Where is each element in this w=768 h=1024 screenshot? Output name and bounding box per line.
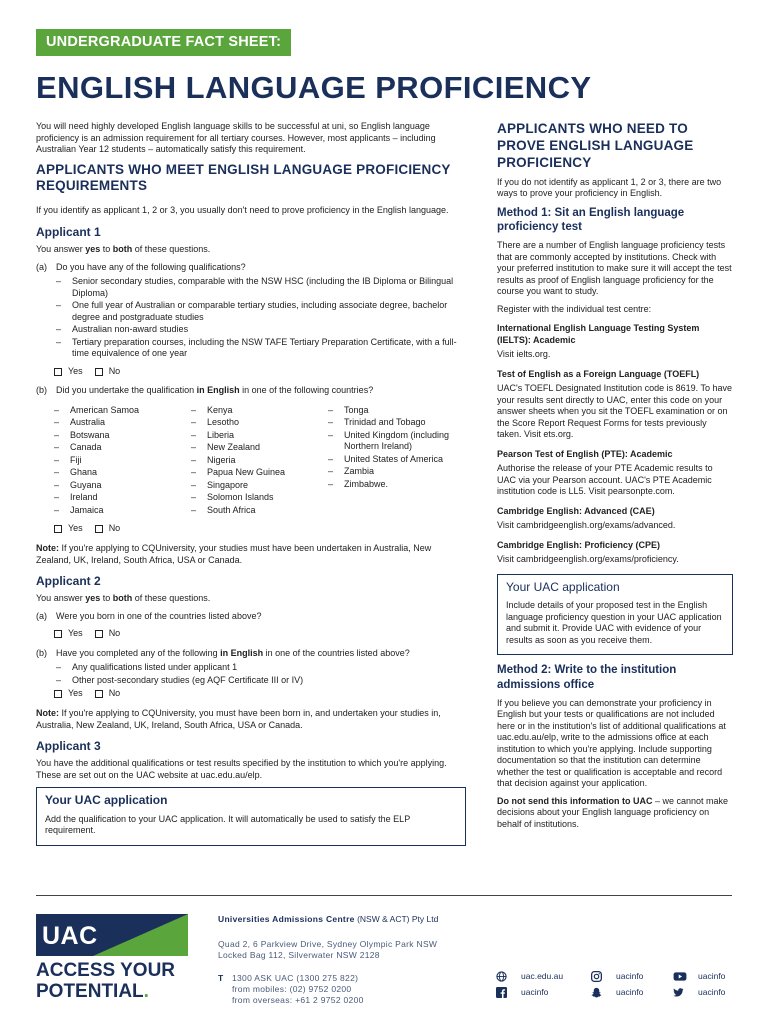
country-item: – Nigeria xyxy=(191,454,236,465)
country-item: – Canada xyxy=(54,442,102,453)
box-heading: Your UAC application xyxy=(506,579,620,594)
globe-icon xyxy=(496,971,507,982)
country-item: – Kenya xyxy=(191,404,233,415)
country-item: – Tonga xyxy=(328,404,369,415)
twitter-link[interactable]: uacinfo xyxy=(673,984,725,1000)
test-text: Visit cambridgeenglish.org/exams/advanced. xyxy=(497,520,676,531)
social-links-col-3 xyxy=(673,968,725,1000)
yes-no-checkboxes: Yes No xyxy=(54,366,466,378)
need-prove-intro: If you do not identify as applicant 1, 2 or 3, there are two ways to prove your proficiency in English. xyxy=(497,176,722,199)
method-2-heading: Method 2: Write to the institution admissions office xyxy=(497,664,677,692)
country-item: – Botswana xyxy=(54,429,110,440)
test-text: Visit ielts.org. xyxy=(497,349,551,360)
logo-text: UAC xyxy=(42,922,98,950)
list-item: – Any qualifications listed under applicant 1 xyxy=(56,662,238,673)
list-item: – Australian non-award studies xyxy=(56,324,189,335)
tagline: ACCESS YOUR POTENTIAL. xyxy=(36,960,176,1003)
country-list xyxy=(54,405,466,518)
yes-no-checkboxes: Yes No xyxy=(54,688,466,700)
applicant-3-text: You have the additional qualifications or test results specified by the institution to which you're applying. These are set out on the UAC website at uac.edu.au/elp. xyxy=(36,758,447,780)
instagram-link[interactable]: uacinfo xyxy=(591,968,643,984)
applicant-2-question-b: (b) Have you completed any of the following in English in one of the countries listed above? xyxy=(36,647,410,658)
applicant-1-heading: Applicant 1 xyxy=(36,224,101,239)
logo-triangle xyxy=(93,914,188,956)
yes-checkbox[interactable] xyxy=(54,525,62,533)
country-item: – New Zealand xyxy=(191,442,261,453)
country-item: – Jamaica xyxy=(54,504,104,515)
need-prove-heading: APPLICANTS WHO NEED TO PROVE ENGLISH LANGUAGE PROFICIENCY xyxy=(497,121,694,170)
applicant-1-note: Note: If you're applying to CQUniversity, your studies must have been undertaken in Australia, New Zealand, UK, Ireland, South Africa, USA or Canada. xyxy=(36,543,432,565)
no-checkbox[interactable] xyxy=(95,630,103,638)
list-item: – Tertiary preparation courses, including the NSW TAFE Tertiary Preparation Certificate, with a full-time equivalence of one year xyxy=(56,336,457,359)
uac-application-box xyxy=(36,787,466,845)
test-title: Pearson Test of English (PTE): Academic xyxy=(497,448,673,459)
method-2-text: If you believe you can demonstrate your proficiency in English but your tests or qualifications are not included here or in the institution's list of additional qualifications at uac.edu.au/elp, write to the admissions office at each institution to which you're applying. Include supporting documentation so that the institution can determine whether the test or qualification is acceptable and record that decision against your application. xyxy=(497,697,726,789)
telephone: T 1300 ASK UAC (1300 275 822) from mobiles: (02) 9752 0200 from overseas: +61 2 9752 0200 xyxy=(218,972,364,1006)
yes-checkbox[interactable] xyxy=(54,630,62,638)
country-item: – Liberia xyxy=(191,429,235,440)
method-1-text: There are a number of English language proficiency tests that are commonly accepted by institutions. Check with your preferred institution to make sure it will accept the test results as proof of English language proficiency for the course you want to study. xyxy=(497,240,732,297)
applicant-2-instruction: You answer yes to both of these questions. xyxy=(36,593,211,604)
no-checkbox[interactable] xyxy=(95,525,103,533)
facebook-icon xyxy=(496,987,507,998)
method-2-warning: Do not send this information to UAC – we cannot make decisions about your English language proficiency on behalf of institutions. xyxy=(497,795,729,829)
country-item: – South Africa xyxy=(191,504,256,515)
country-item: – Solomon Islands xyxy=(191,492,274,503)
uac-application-box xyxy=(497,574,733,655)
snapchat-icon xyxy=(591,987,602,998)
box-heading: Your UAC application xyxy=(45,793,168,808)
yes-no-checkboxes: Yes No xyxy=(54,628,466,640)
country-item: – Trinidad and Tobago xyxy=(328,417,426,428)
country-item: – Guyana xyxy=(54,479,102,490)
country-item: – United States of America xyxy=(328,453,444,464)
yes-no-checkboxes: Yes No xyxy=(54,523,466,535)
snapchat-link[interactable]: uacinfo xyxy=(591,984,643,1000)
box-text: Add the qualification to your UAC application. It will automatically be used to satisfy the ELP requirement. xyxy=(45,813,411,836)
left-column xyxy=(36,121,466,846)
website-link[interactable]: uac.edu.au xyxy=(496,968,563,984)
applicant-2-heading: Applicant 2 xyxy=(36,574,101,589)
country-item: – Zambia xyxy=(328,466,375,477)
country-item: – American Samoa xyxy=(54,404,140,415)
applicant-1-question-a: (a) Do you have any of the following qualifications? xyxy=(36,261,246,272)
applicant-3-heading: Applicant 3 xyxy=(36,739,101,754)
country-item: – Australia xyxy=(54,417,106,428)
social-links-col-1 xyxy=(496,968,563,1000)
test-list xyxy=(497,323,733,566)
applicant-1-question-b: (b) Did you undertake the qualification in English in one of the following countries? xyxy=(36,385,374,396)
register-text: Register with the individual test centre: xyxy=(497,303,652,314)
country-item: – Ghana xyxy=(54,467,98,478)
country-item: – Ireland xyxy=(54,492,98,503)
list-item: – One full year of Australian or comparable tertiary studies, including associate degree, bachelor degree and postgraduate studies xyxy=(56,300,448,322)
meet-heading: APPLICANTS WHO MEET ENGLISH LANGUAGE PROFICIENCY REQUIREMENTS xyxy=(36,161,451,194)
test-text: Authorise the release of your PTE Academic results to UAC via your Pearson account. UAC's PTE Academic institution code is LL5. Visit pearsonpte.com. xyxy=(497,463,713,497)
org-name: Universities Admissions Centre (NSW & ACT) Pty Ltd xyxy=(218,914,439,924)
box-text: Include details of your proposed test in the English language proficiency question in your UAC application and submit it. Provide UAC with evidence of your results as soon as you receive them. xyxy=(506,600,722,645)
country-item: – Papua New Guinea xyxy=(191,467,286,478)
youtube-link[interactable]: uacinfo xyxy=(673,968,725,984)
fact-sheet-badge: UNDERGRADUATE FACT SHEET: xyxy=(36,29,291,56)
instagram-icon xyxy=(591,971,602,982)
uac-logo xyxy=(36,914,188,1003)
list-item: – Senior secondary studies, comparable with the NSW HSC (including the IB Diploma or Bilingual Diploma) xyxy=(56,276,454,298)
country-item: – Singapore xyxy=(191,479,249,490)
page-title: ENGLISH LANGUAGE PROFICIENCY xyxy=(36,70,592,105)
yes-checkbox[interactable] xyxy=(54,690,62,698)
youtube-icon xyxy=(673,971,687,982)
no-checkbox[interactable] xyxy=(95,690,103,698)
country-item: – Fiji xyxy=(54,454,82,465)
country-item: – Lesotho xyxy=(191,417,240,428)
yes-checkbox[interactable] xyxy=(54,368,62,376)
test-title: Test of English as a Foreign Language (TOEFL) xyxy=(497,368,700,379)
intro-text: You will need highly developed English language skills to be successful at uni, so English language proficiency is an admission requirement for all tertiary courses. However, most applicants – including Australian Year 12 students – automatically satisfy this requirement. xyxy=(36,121,436,155)
country-column-2 xyxy=(191,405,328,518)
address: Quad 2, 6 Parkview Drive, Sydney Olympic Park NSW Locked Bag 112, Silverwater NSW 2128 xyxy=(218,938,438,960)
test-text: UAC's TOEFL Designated Institution code is 8619. To have your results sent directly to UAC, enter this code on your answer sheets when you sit the TOEFL examination or on the Score Report Request Forms for tests previously taken. Visit ets.org. xyxy=(497,383,733,440)
facebook-link[interactable]: uacinfo xyxy=(496,984,563,1000)
test-title: Cambridge English: Advanced (CAE) xyxy=(497,505,655,516)
logo-mark xyxy=(36,914,188,956)
country-column-3 xyxy=(328,405,468,518)
social-links-col-2 xyxy=(591,968,643,1000)
applicant-2-list xyxy=(56,662,466,686)
twitter-icon xyxy=(673,987,684,998)
test-title: Cambridge English: Proficiency (CPE) xyxy=(497,539,661,550)
meet-intro: If you identify as applicant 1, 2 or 3, you usually don't need to prove proficiency in the English language. xyxy=(36,205,449,216)
organisation-details xyxy=(218,914,438,1006)
list-item: – Other post-secondary studies (eg AQF Certificate III or IV) xyxy=(56,674,304,685)
test-title: International English Language Testing System (IELTS): Academic xyxy=(497,323,700,345)
country-item: – Zimbabwe. xyxy=(328,478,389,489)
applicant-2-question-a: (a) Were you born in one of the countries listed above? xyxy=(36,610,262,621)
country-item: – United Kingdom (including Northern Ireland) xyxy=(328,429,450,452)
footer-divider xyxy=(36,895,732,896)
qualification-list xyxy=(56,276,466,360)
applicant-1-instruction: You answer yes to both of these questions. xyxy=(36,244,211,255)
no-checkbox[interactable] xyxy=(95,368,103,376)
applicant-2-note: Note: If you're applying to CQUniversity, you must have been born in, and undertaken your studies in, Australia, New Zealand, UK, Ireland, South Africa, USA or Canada. xyxy=(36,708,441,730)
right-column xyxy=(497,121,733,836)
country-column-1 xyxy=(54,405,191,518)
method-1-heading: Method 1: Sit an English language proficiency test xyxy=(497,206,685,234)
test-text: Visit cambridgeenglish.org/exams/proficiency. xyxy=(497,554,679,565)
